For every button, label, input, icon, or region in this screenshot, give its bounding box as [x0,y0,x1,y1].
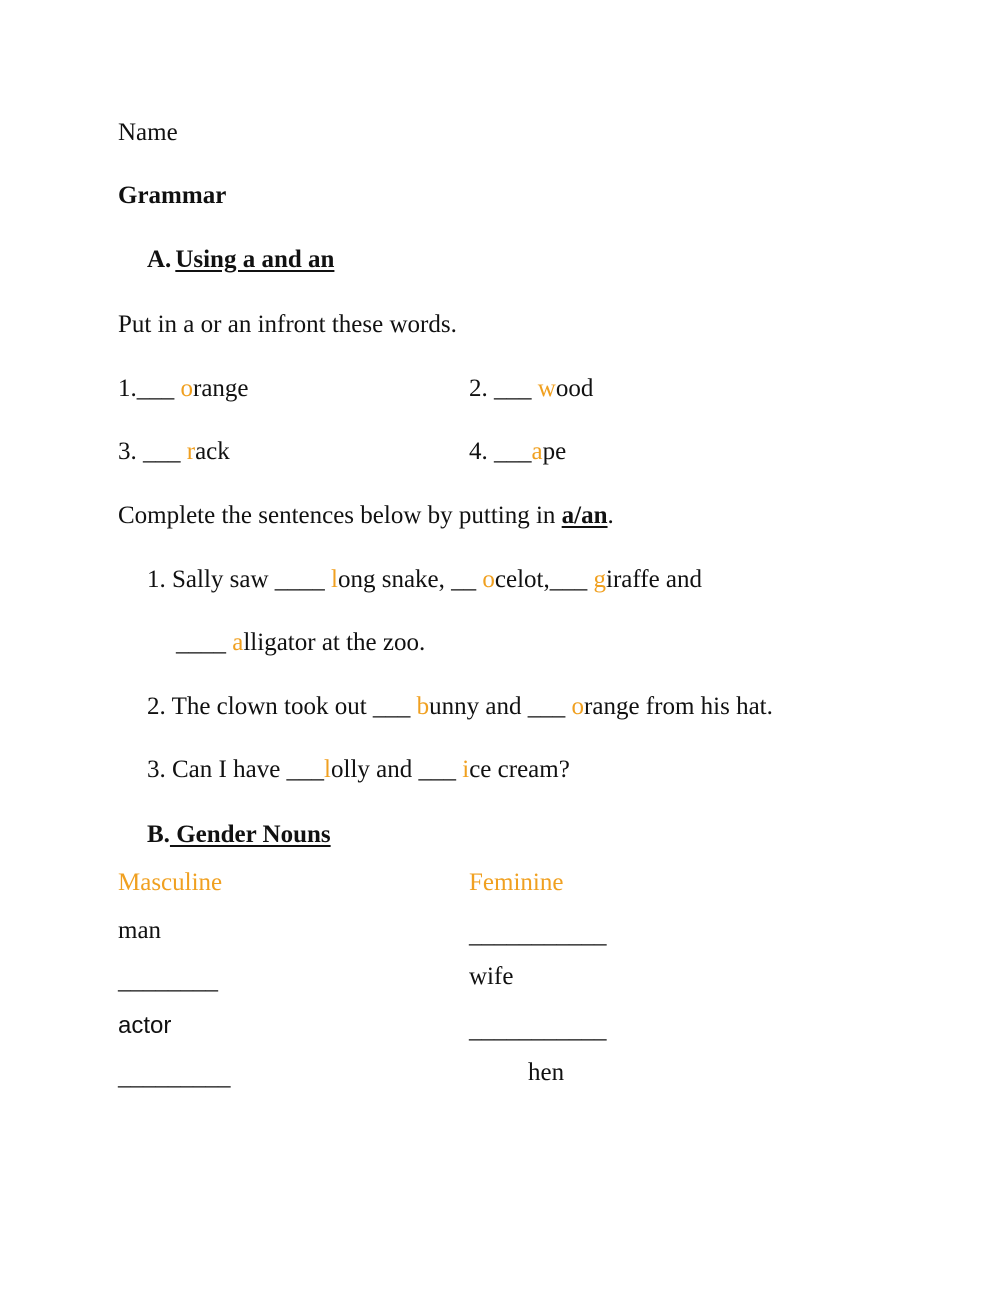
sentence-text: lligator at the zoo. [243,629,426,656]
masculine-blank-2: _________ [118,1063,231,1090]
sentence-text: ____ [176,629,233,656]
section-a-title: Using a and an [175,246,335,273]
section-b-heading [147,820,331,850]
word-initial: o [180,375,193,402]
section-a-instruction-2 [118,501,614,531]
sentence-text: ong snake, __ [337,566,483,593]
word-initial: o [482,566,495,593]
word-initial: l [324,756,331,783]
word-initial: a [531,438,543,465]
sentence-1-continued [176,628,425,658]
sentence-text: Sally saw ____ [172,566,332,593]
masculine-word-2: actor [118,1012,172,1039]
name-label: Name [118,119,178,146]
page-heading: Grammar [118,182,227,209]
sentence-text: range from his hat. [584,693,773,720]
section-a-heading [147,245,334,275]
feminine-blank-2: ___________ [469,1016,607,1043]
word-initial: a [232,629,244,656]
section-a-instruction: Put in a or an infront these words. [118,311,457,338]
word-rest: pe [542,438,567,465]
feminine-header: Feminine [469,869,564,896]
word-prefix: 2. ___ [469,375,538,402]
word-item-3 [118,437,230,467]
sentence-text: olly and ___ [331,756,463,783]
section-b-letter: B. [147,821,170,848]
sentence-text: The clown took out ___ [171,693,417,720]
word-rest: range [193,375,249,402]
masculine-blank-1: ________ [118,967,218,994]
word-initial: b [416,693,430,720]
word-initial: o [571,693,585,720]
sentence-3 [147,755,570,785]
masculine-header: Masculine [118,869,223,896]
sentence-text: iraffe and [606,566,703,593]
word-prefix: 4. ___ [469,438,532,465]
sentence-text: Can I have ___ [172,756,325,783]
feminine-blank-1: ___________ [469,921,607,948]
feminine-word-2: hen [528,1059,565,1086]
word-rest: ood [555,375,594,402]
section-a-letter: A. [147,246,172,273]
sentence-text: unny and ___ [429,693,572,720]
word-initial: l [331,566,338,593]
sentence-text: ce cream? [469,756,570,783]
sentence-number: 3. [147,756,166,783]
word-initial: i [462,756,470,783]
masculine-word-1: man [118,917,162,944]
instruction-bold: a/an [561,502,608,529]
word-initial: g [593,566,606,593]
word-rest: ack [195,438,230,465]
word-item-1 [118,374,249,404]
sentence-1 [147,565,702,595]
instruction-end: . [607,502,614,529]
word-initial: w [537,375,556,402]
word-item-2 [469,374,593,404]
section-b-title: Gender Nouns [169,821,331,848]
sentence-number: 2. [147,693,166,720]
instruction-text: Complete the sentences below by putting in [118,502,562,529]
word-prefix: 1.___ [118,375,181,402]
feminine-word-1: wife [469,963,514,990]
word-prefix: 3. ___ [118,438,187,465]
sentence-2 [147,692,773,722]
word-initial: r [186,438,196,465]
sentence-text: celot,___ [494,566,594,593]
word-item-4 [469,437,566,467]
sentence-number: 1. [147,566,166,593]
